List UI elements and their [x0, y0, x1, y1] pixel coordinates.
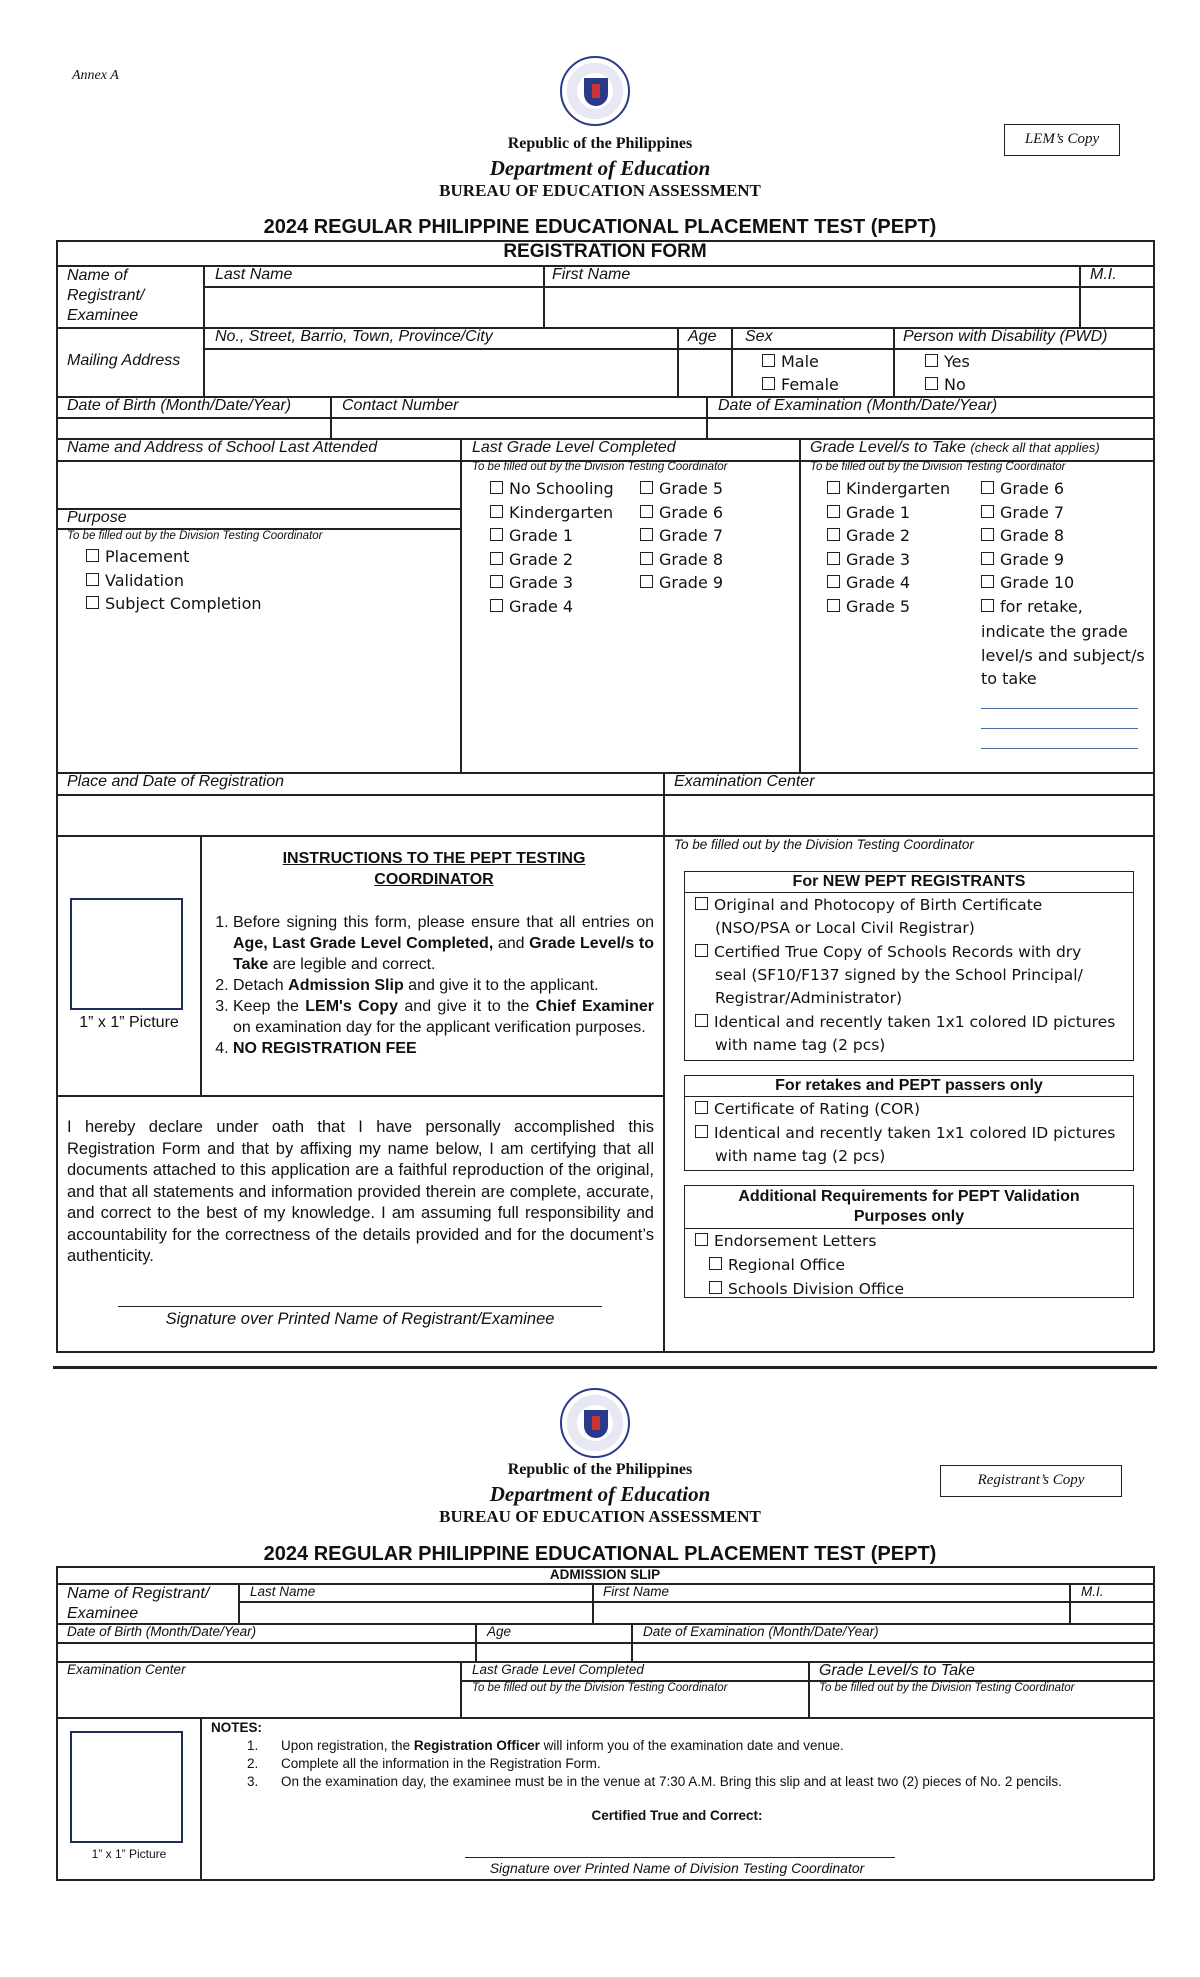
slip-picture-box[interactable]	[70, 1731, 183, 1843]
slip-mi-label: M.I.	[1081, 1584, 1104, 1599]
last-grade-checkbox[interactable]: Kindergarten	[490, 503, 613, 522]
last-grade-checkbox[interactable]: Grade 4	[490, 597, 573, 616]
slip-name-label: Name of Registrant/ Examinee	[67, 1585, 210, 1622]
grade-take-label: Grade Level/s to Take (check all that applies)	[810, 439, 1100, 456]
age-label: Age	[688, 328, 717, 345]
grade-take-checkbox[interactable]: Grade 8	[981, 526, 1064, 545]
sex-female-checkbox[interactable]: Female	[762, 375, 839, 394]
name-label: Name of Registrant/ Examinee	[67, 267, 145, 324]
first-name-label: First Name	[552, 266, 631, 283]
purpose-label: Purpose	[67, 509, 127, 526]
school-field[interactable]	[58, 462, 458, 508]
mi-label: M.I.	[1090, 266, 1117, 283]
grade-take-filled-note: To be filled out by the Division Testing Coordinator	[810, 461, 1066, 473]
contact-field[interactable]	[332, 419, 704, 437]
slip-grade-take-label: Grade Level/s to Take	[819, 1662, 975, 1679]
coordinator-signature-label: Signature over Printed Name of Division Testing Coordinator	[489, 1860, 865, 1876]
last-grade-checkbox[interactable]: Grade 5	[640, 479, 723, 498]
slip-exam-center-field[interactable]	[58, 1682, 458, 1716]
slip-first-name-label: First Name	[603, 1584, 670, 1599]
retakes-box: For retakes and PEPT passers only Certificate of Rating (COR) Identical and recently taken 1x1 colored ID pictures with name tag (2 pcs)	[684, 1075, 1134, 1171]
grade-take-checkbox[interactable]: Grade 9	[981, 550, 1064, 569]
last-grade-checkbox[interactable]: Grade 3	[490, 573, 573, 592]
dob-field[interactable]	[58, 419, 328, 437]
slip-doe-label: Date of Examination (Month/Date/Year)	[643, 1624, 879, 1639]
pwd-label: Person with Disability (PWD)	[903, 328, 1108, 345]
grade-take-checkbox[interactable]: Grade 7	[981, 503, 1064, 522]
slip-notes: NOTES: 1. Upon registration, the Registration Officer will inform you of the examination date and venue. 2. Complete all the information in the Registration Form. 3. On the examination day, the examinee must be in the venue at 7:30 A.M. Bring this slip and at least two (2) pieces of No. 2 pencils.	[211, 1720, 1062, 1789]
slip-doe-field[interactable]	[633, 1644, 1151, 1660]
slip-title: 2024 REGULAR PHILIPPINE EDUCATIONAL PLACEMENT TEST (PEPT)	[263, 1543, 937, 1565]
slip-last-name-field[interactable]	[240, 1603, 590, 1622]
slip-exam-center-label: Examination Center	[67, 1662, 186, 1677]
slip-grade-take-filled-note: To be filled out by the Division Testing Coordinator	[819, 1682, 1075, 1694]
bureau-text: BUREAU OF EDUCATION ASSESSMENT	[439, 1507, 761, 1526]
pwd-yes-checkbox[interactable]: Yes	[925, 352, 970, 371]
last-grade-checkbox[interactable]: Grade 2	[490, 550, 573, 569]
address-columns-label: No., Street, Barrio, Town, Province/City	[215, 328, 493, 345]
first-name-field[interactable]	[545, 288, 1077, 325]
slip-mi-field[interactable]	[1071, 1603, 1151, 1622]
registrant-signature-field[interactable]	[118, 1270, 602, 1306]
republic-text: Republic of the Philippines	[507, 1461, 693, 1478]
lem-copy-box: LEM’s Copy	[1004, 124, 1120, 156]
purpose-checkbox[interactable]: Validation	[86, 571, 184, 590]
instructions-title: INSTRUCTIONS TO THE PEPT TESTING COORDINATOR	[282, 850, 586, 888]
exam-center-label: Examination Center	[674, 773, 815, 790]
place-date-label: Place and Date of Registration	[67, 773, 285, 790]
picture-box[interactable]	[70, 898, 183, 1010]
purpose-checkbox[interactable]: Placement	[86, 547, 189, 566]
slip-last-grade-filled-note: To be filled out by the Division Testing Coordinator	[472, 1682, 728, 1694]
doe-field[interactable]	[708, 419, 1151, 437]
slip-age-label: Age	[487, 1624, 512, 1639]
slip-first-name-field[interactable]	[594, 1603, 1067, 1622]
requirements-filled-note: To be filled out by the Division Testing Coordinator	[674, 837, 974, 852]
deped-seal-icon	[560, 56, 630, 126]
cut-line	[53, 1366, 1157, 1369]
last-name-field[interactable]	[205, 288, 541, 325]
coordinator-signature-field[interactable]	[465, 1824, 895, 1856]
last-grade-checkbox[interactable]: Grade 9	[640, 573, 723, 592]
sex-label: Sex	[745, 328, 773, 345]
last-grade-filled-note: To be filled out by the Division Testing Coordinator	[472, 461, 728, 473]
new-registrants-box: For NEW PEPT REGISTRANTS Original and Photocopy of Birth Certificate (NSO/PSA or Local Civil Registrar) Certified True Copy of Schools Records with dry seal (SF10/F137 signed by the School Principal/ Registrar/Administrator) Identical and recently taken 1x1 colored ID pictures with name tag (2 pcs)	[684, 871, 1134, 1061]
place-date-field[interactable]	[58, 796, 661, 834]
last-grade-label: Last Grade Level Completed	[472, 439, 676, 456]
bureau-text: BUREAU OF EDUCATION ASSESSMENT	[439, 181, 761, 200]
department-text: Department of Education	[489, 156, 711, 180]
declaration-text: I hereby declare under oath that I have personally accomplished this Registration Form and that by affixing my name below, I am certifying that all documents attached to this application are a faithful reproduction of the original, and that all statements and information provided therein are complete, accurate, and correct to the best of my knowledge. I am assuming full responsibility and accountability for the correctness of the details provided and for the document’s authenticity.	[67, 1118, 654, 1265]
form-title: 2024 REGULAR PHILIPPINE EDUCATIONAL PLACEMENT TEST (PEPT)	[263, 216, 937, 238]
sex-male-checkbox[interactable]: Male	[762, 352, 819, 371]
grade-take-checkbox[interactable]: for retake,	[981, 597, 1083, 616]
slip-picture-label: 1” x 1” Picture	[91, 1847, 167, 1861]
slip-last-grade-label: Last Grade Level Completed	[472, 1662, 644, 1677]
last-name-label: Last Name	[215, 266, 293, 283]
slip-dob-field[interactable]	[58, 1644, 473, 1660]
dob-label: Date of Birth (Month/Date/Year)	[67, 397, 292, 414]
grade-take-checkbox[interactable]: Grade 5	[827, 597, 910, 616]
slip-age-field[interactable]	[477, 1644, 629, 1660]
department-text: Department of Education	[489, 1482, 711, 1506]
registration-form-subtitle: REGISTRATION FORM	[503, 241, 707, 262]
deped-seal-icon	[560, 1388, 630, 1458]
slip-dob-label: Date of Birth (Month/Date/Year)	[67, 1624, 257, 1639]
purpose-filled-note: To be filled out by the Division Testing Coordinator	[67, 530, 323, 542]
grade-take-checkbox[interactable]: Grade 6	[981, 479, 1064, 498]
picture-label: 1” x 1” Picture	[79, 1014, 179, 1031]
contact-label: Contact Number	[342, 397, 459, 414]
validation-requirements-box: Additional Requirements for PEPT Validation Purposes only Endorsement Letters Regional Office Schools Division Office	[684, 1185, 1134, 1298]
mi-field[interactable]	[1081, 288, 1151, 325]
grade-take-checkbox[interactable]: Grade 3	[827, 550, 910, 569]
grade-take-checkbox[interactable]: Grade 1	[827, 503, 910, 522]
admission-slip-subtitle: ADMISSION SLIP	[549, 1567, 661, 1582]
slip-last-name-label: Last Name	[250, 1584, 316, 1599]
last-grade-checkbox[interactable]: Grade 6	[640, 503, 723, 522]
age-field[interactable]	[679, 350, 729, 394]
grade-take-checkbox[interactable]: Kindergarten	[827, 479, 950, 498]
grade-take-checkbox[interactable]: Grade 10	[981, 573, 1074, 592]
last-grade-checkbox[interactable]: No Schooling	[490, 479, 614, 498]
registrant-copy-box: Registrant’s Copy	[940, 1465, 1122, 1497]
republic-text: Republic of the Philippines	[507, 135, 693, 152]
last-grade-checkbox[interactable]: Grade 7	[640, 526, 723, 545]
pwd-no-checkbox[interactable]: No	[925, 375, 966, 394]
grade-take-checkbox[interactable]: Grade 4	[827, 573, 910, 592]
annex-label: Annex A	[72, 68, 119, 83]
grade-take-checkbox[interactable]: Grade 2	[827, 526, 910, 545]
registrant-signature-label: Signature over Printed Name of Registrant/Examinee	[165, 1310, 555, 1328]
doe-label: Date of Examination (Month/Date/Year)	[718, 397, 998, 414]
certified-label: Certified True and Correct:	[591, 1808, 763, 1823]
instructions-list: 1. Before signing this form, please ensure that all entries on Age, Last Grade Level Completed, and Grade Level/s to Take are legible and correct. 2. Detach Admission Slip and give it to the applicant. 3. Keep the LEM's Copy and give it to the Chief Examiner on examination day for the applicant verification purposes. 4. NO REGISTRATION FEE	[205, 912, 654, 1059]
retake-instruction-text: indicate the grade level/s and subject/s to take	[981, 622, 1145, 688]
school-label: Name and Address of School Last Attended	[67, 439, 378, 456]
last-grade-checkbox[interactable]: Grade 8	[640, 550, 723, 569]
mailing-address-label: Mailing Address	[67, 352, 181, 369]
exam-center-field[interactable]	[665, 796, 1151, 834]
purpose-checkbox[interactable]: Subject Completion	[86, 594, 262, 613]
retake-subject-field[interactable]	[981, 692, 1138, 752]
last-grade-checkbox[interactable]: Grade 1	[490, 526, 573, 545]
mailing-address-field[interactable]	[205, 350, 675, 394]
